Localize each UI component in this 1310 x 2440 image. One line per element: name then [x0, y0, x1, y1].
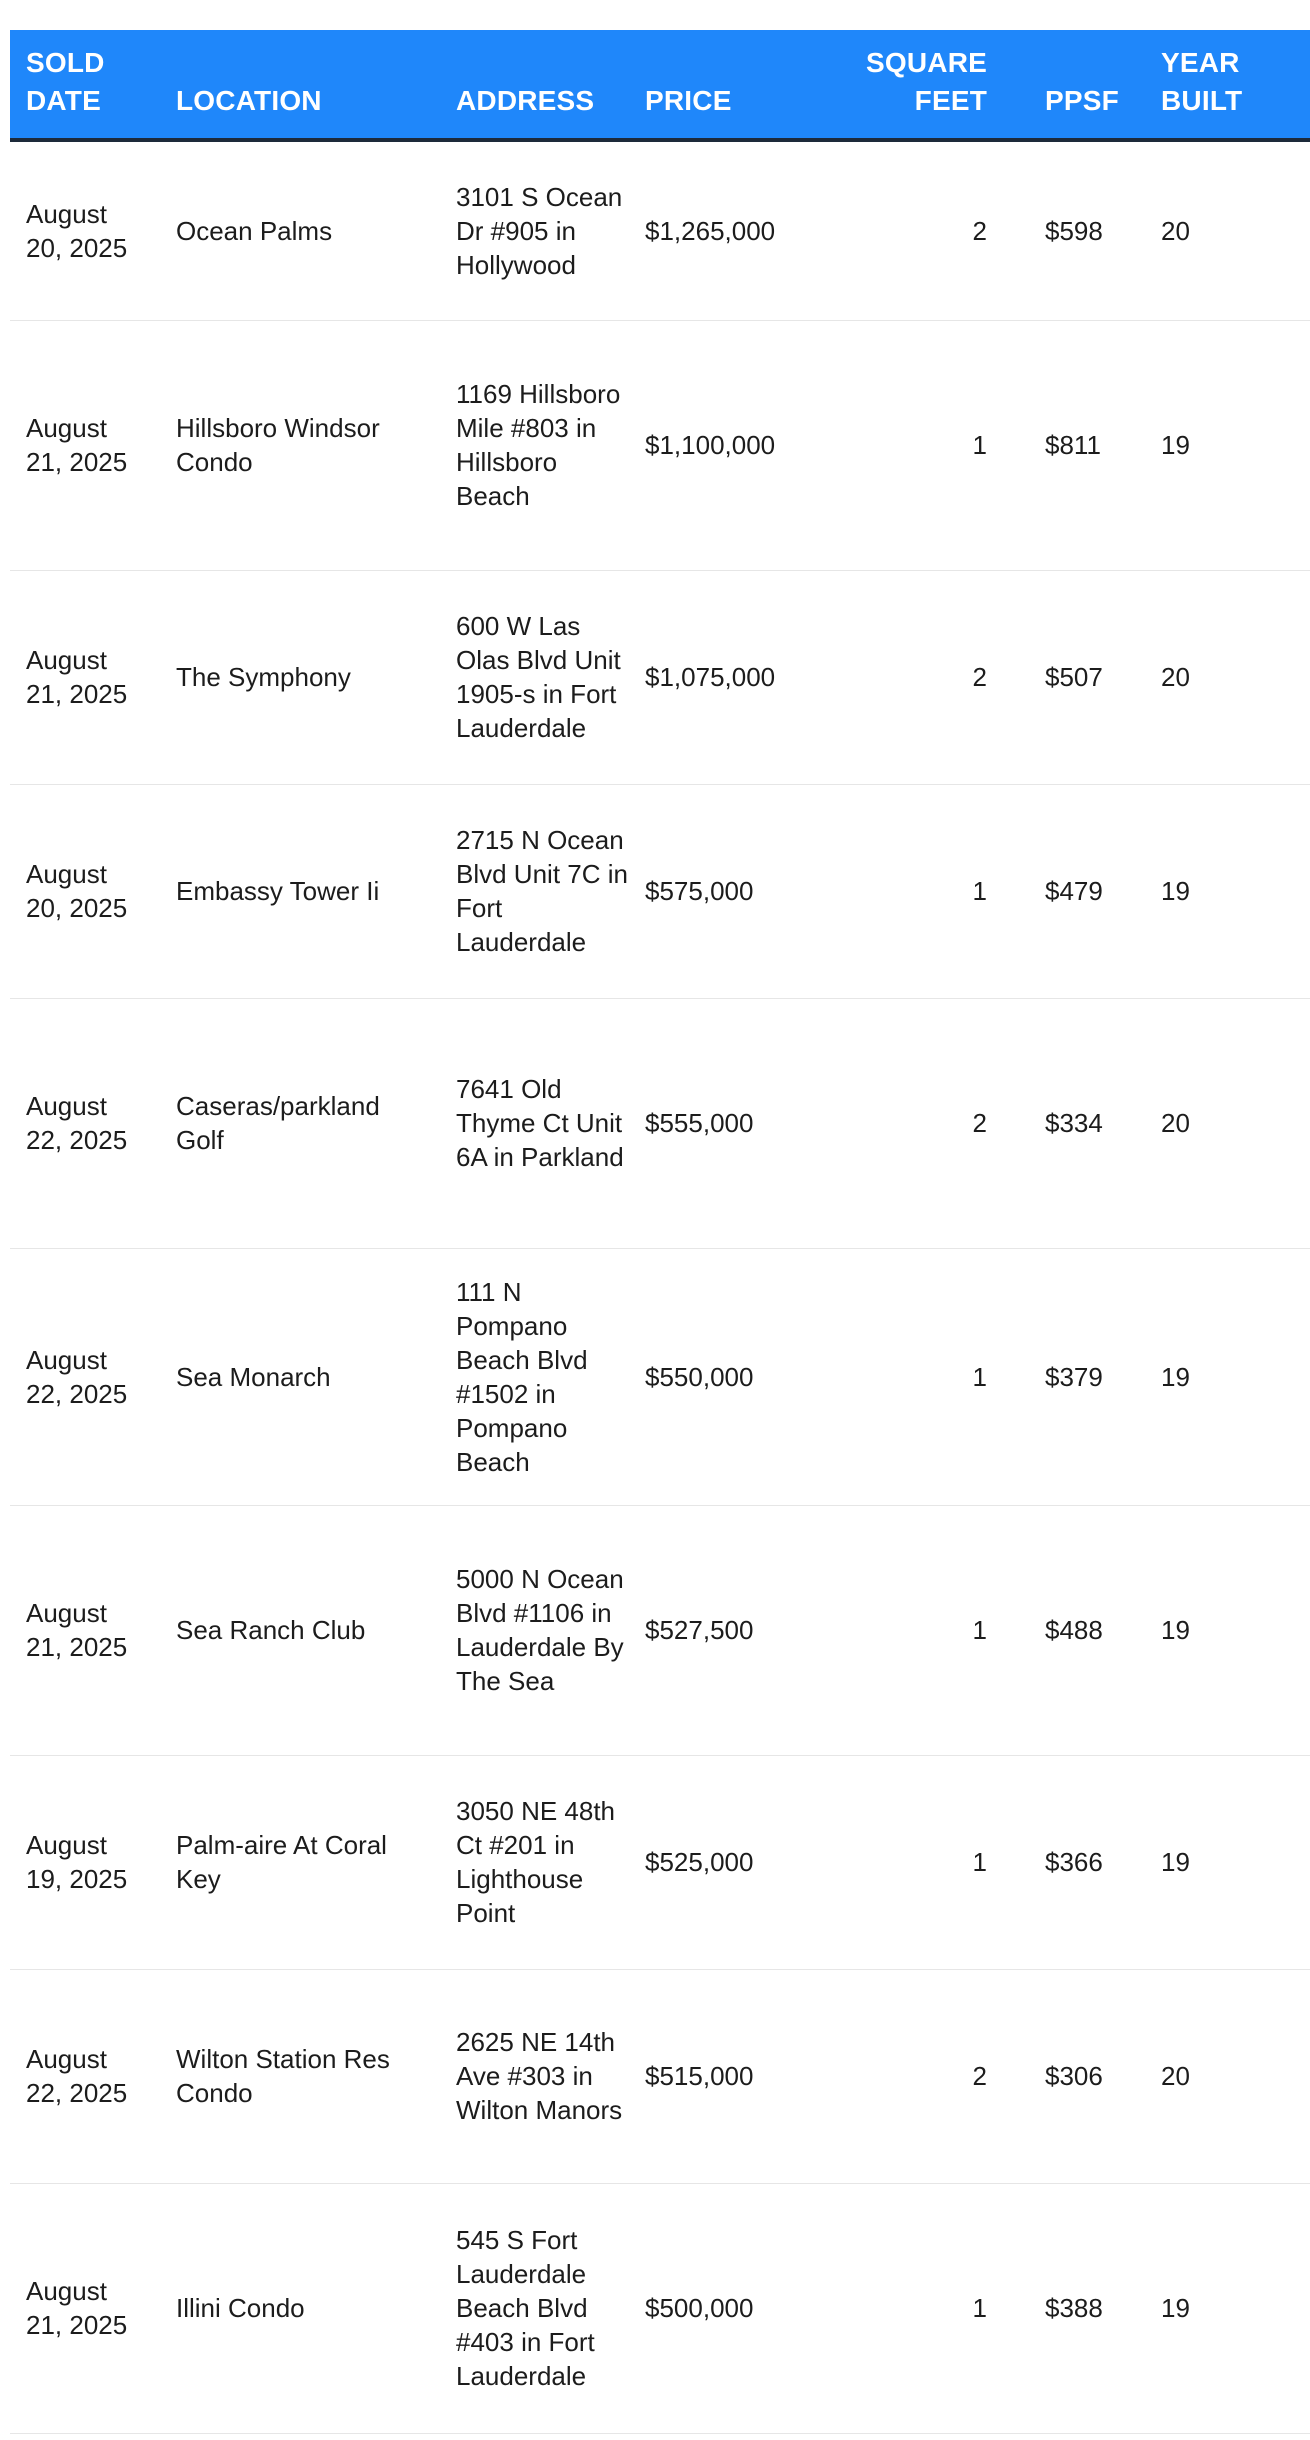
cell-sold-date: August 21, 2025: [10, 570, 160, 784]
cell-square-feet: 1: [835, 2183, 1005, 2433]
cell-address: 3101 S Ocean Dr #905 in Hollywood: [440, 140, 645, 320]
cell-address: 3050 NE 48th Ct #201 in Lighthouse Point: [440, 1755, 645, 1969]
table-row[interactable]: [10, 998, 1310, 1248]
cell-square-feet: 1: [835, 1505, 1005, 1755]
cell-year-built: 19: [1145, 1505, 1310, 1755]
header-square-feet[interactable]: SQUARE FEET: [835, 30, 1005, 140]
sales-table-container[interactable]: [10, 30, 1243, 2434]
cell-location: Sea Monarch: [160, 1248, 440, 1505]
table-row[interactable]: [10, 1755, 1310, 1969]
cell-sold-date: August 21, 2025: [10, 1505, 160, 1755]
table-row[interactable]: [10, 784, 1310, 998]
cell-price: $575,000: [645, 784, 835, 998]
cell-price: $515,000: [645, 1969, 835, 2183]
table-row[interactable]: [10, 2183, 1310, 2433]
cell-address: 600 W Las Olas Blvd Unit 1905-s in Fort Lauderdale: [440, 570, 645, 784]
cell-ppsf: $366: [1005, 1755, 1145, 1969]
cell-year-built: 20: [1145, 998, 1310, 1248]
cell-ppsf: $388: [1005, 2183, 1145, 2433]
cell-sold-date: August 20, 2025: [10, 784, 160, 998]
cell-year-built: 20: [1145, 570, 1310, 784]
cell-ppsf: $334: [1005, 998, 1145, 1248]
cell-price: $500,000: [645, 2183, 835, 2433]
cell-year-built: 20: [1145, 140, 1310, 320]
table-row[interactable]: [10, 570, 1310, 784]
cell-location: Ocean Palms: [160, 140, 440, 320]
header-ppsf[interactable]: PPSF: [1005, 30, 1145, 140]
cell-square-feet: 1: [835, 784, 1005, 998]
header-sold-date[interactable]: SOLD DATE: [10, 30, 160, 140]
cell-price: $1,075,000: [645, 570, 835, 784]
cell-location: Caseras/parkland Golf: [160, 998, 440, 1248]
cell-location: Sea Ranch Club: [160, 1505, 440, 1755]
cell-address: 2625 NE 14th Ave #303 in Wilton Manors: [440, 1969, 645, 2183]
table-body: [10, 140, 1310, 2433]
cell-address: 2715 N Ocean Blvd Unit 7C in Fort Lauderdale: [440, 784, 645, 998]
cell-year-built: 19: [1145, 784, 1310, 998]
cell-price: $525,000: [645, 1755, 835, 1969]
cell-ppsf: $306: [1005, 1969, 1145, 2183]
cell-price: $550,000: [645, 1248, 835, 1505]
cell-price: $1,100,000: [645, 320, 835, 570]
cell-ppsf: $488: [1005, 1505, 1145, 1755]
table-row[interactable]: [10, 1505, 1310, 1755]
header-price[interactable]: PRICE: [645, 30, 835, 140]
cell-year-built: 19: [1145, 2183, 1310, 2433]
table-row[interactable]: [10, 140, 1310, 320]
cell-address: 1169 Hillsboro Mile #803 in Hillsboro Beach: [440, 320, 645, 570]
cell-location: Embassy Tower Ii: [160, 784, 440, 998]
cell-price: $527,500: [645, 1505, 835, 1755]
cell-location: Palm-aire At Coral Key: [160, 1755, 440, 1969]
cell-sold-date: August 22, 2025: [10, 1969, 160, 2183]
header-location[interactable]: LOCATION: [160, 30, 440, 140]
cell-year-built: 19: [1145, 1248, 1310, 1505]
cell-ppsf: $479: [1005, 784, 1145, 998]
condo-sales-table: [10, 30, 1310, 2434]
cell-ppsf: $598: [1005, 140, 1145, 320]
cell-sold-date: August 19, 2025: [10, 1755, 160, 1969]
header-row: [10, 30, 1310, 140]
table-row[interactable]: [10, 1248, 1310, 1505]
cell-square-feet: 2: [835, 998, 1005, 1248]
cell-year-built: 20: [1145, 1969, 1310, 2183]
cell-location: The Symphony: [160, 570, 440, 784]
cell-sold-date: August 20, 2025: [10, 140, 160, 320]
cell-sold-date: August 21, 2025: [10, 320, 160, 570]
cell-year-built: 19: [1145, 1755, 1310, 1969]
cell-sold-date: August 22, 2025: [10, 1248, 160, 1505]
cell-year-built: 19: [1145, 320, 1310, 570]
cell-square-feet: 2: [835, 140, 1005, 320]
cell-sold-date: August 22, 2025: [10, 998, 160, 1248]
table-header: [10, 30, 1310, 140]
cell-location: Wilton Station Res Condo: [160, 1969, 440, 2183]
cell-sold-date: August 21, 2025: [10, 2183, 160, 2433]
cell-price: $555,000: [645, 998, 835, 1248]
cell-square-feet: 2: [835, 1969, 1005, 2183]
header-year-built[interactable]: YEAR BUILT: [1145, 30, 1310, 140]
cell-price: $1,265,000: [645, 140, 835, 320]
cell-address: 111 N Pompano Beach Blvd #1502 in Pompano Beach: [440, 1248, 645, 1505]
table-row[interactable]: [10, 1969, 1310, 2183]
cell-ppsf: $379: [1005, 1248, 1145, 1505]
cell-square-feet: 2: [835, 570, 1005, 784]
cell-ppsf: $507: [1005, 570, 1145, 784]
cell-square-feet: 1: [835, 320, 1005, 570]
cell-location: Illini Condo: [160, 2183, 440, 2433]
cell-ppsf: $811: [1005, 320, 1145, 570]
header-address[interactable]: ADDRESS: [440, 30, 645, 140]
cell-square-feet: 1: [835, 1755, 1005, 1969]
cell-square-feet: 1: [835, 1248, 1005, 1505]
table-row[interactable]: [10, 320, 1310, 570]
cell-address: 7641 Old Thyme Ct Unit 6A in Parkland: [440, 998, 645, 1248]
cell-location: Hillsboro Windsor Condo: [160, 320, 440, 570]
cell-address: 5000 N Ocean Blvd #1106 in Lauderdale By The Sea: [440, 1505, 645, 1755]
cell-address: 545 S Fort Lauderdale Beach Blvd #403 in Fort Lauderdale: [440, 2183, 645, 2433]
